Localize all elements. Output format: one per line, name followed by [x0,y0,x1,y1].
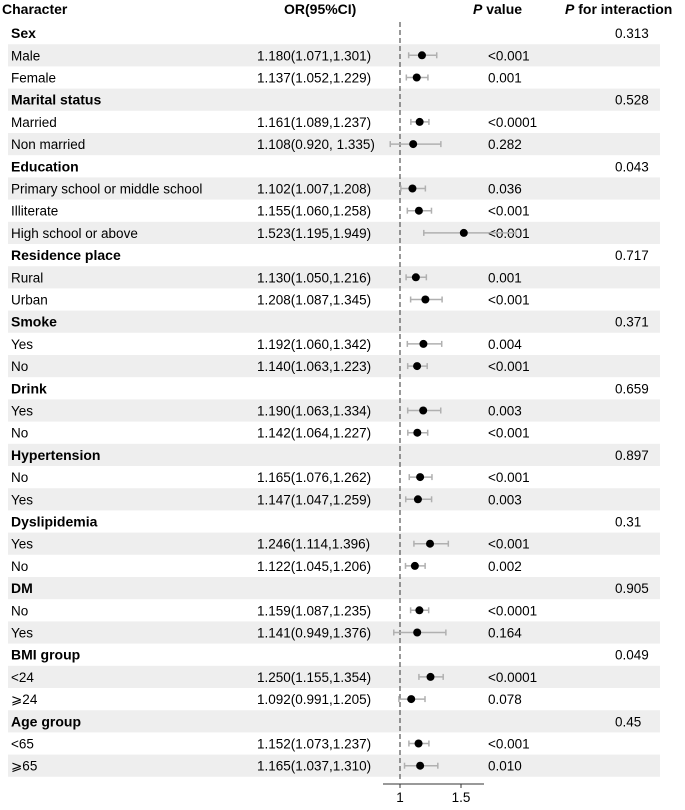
p-value: <0.0001 [488,114,538,130]
or-ci-text: 1.141(0.949,1.376) [257,625,372,641]
or-ci-text: 1.523(1.195,1.949) [257,225,372,241]
p-value: <0.001 [488,292,530,308]
group-row [11,247,649,263]
or-ci-text: 1.250(1.155,1.354) [257,669,372,685]
table-row [11,559,522,574]
group-label: BMI group [11,646,81,663]
subgroup-label: Yes [11,336,34,352]
p-interaction-value: 0.45 [615,714,642,730]
or-point [426,540,434,548]
subgroup-label: Urban [11,292,48,308]
subgroup-label: <24 [11,669,34,685]
or-ci-text: 1.147(1.047,1.259) [257,492,372,508]
row-stripe [8,444,660,466]
table-row [11,603,537,618]
subgroup-label: ⩾65 [11,758,38,774]
or-point [413,362,421,370]
p-value: <0.001 [488,225,530,241]
p-value: <0.001 [488,359,530,375]
or-ci-text: 1.130(1.050,1.216) [257,270,372,286]
header-character: Character [2,1,68,17]
subgroup-label: Yes [11,492,34,508]
p-interaction-value: 0.905 [615,581,649,597]
subgroup-label: Yes [11,625,34,641]
p-value: 0.002 [488,558,522,574]
group-label: Hypertension [11,446,101,463]
or-ci-text: 1.180(1.071,1.301) [257,48,372,64]
table-row [11,426,530,441]
or-point [419,340,427,348]
table-row [11,470,530,485]
or-ci-text: 1.122(1.045,1.206) [257,558,372,574]
p-value: <0.001 [488,425,530,441]
subgroup-label: No [11,558,29,574]
table-row [11,293,530,308]
subgroup-label: Non married [11,137,86,153]
p-value: <0.001 [488,736,530,752]
or-point [418,51,426,59]
p-value: 0.001 [488,270,522,286]
subgroup-label: Male [11,48,41,64]
subgroup-label: Primary school or middle school [11,181,203,197]
or-point [415,207,423,215]
or-ci-text: 1.165(1.037,1.310) [257,758,372,774]
group-label: Residence place [11,247,121,264]
subgroup-label: Rural [11,270,44,286]
or-point [409,140,417,148]
group-label: Drink [11,380,47,397]
subgroup-label: No [11,603,29,619]
p-value: <0.001 [488,470,530,486]
or-point [408,185,416,193]
or-point [411,562,419,570]
or-ci-text: 1.142(1.064,1.227) [257,425,372,441]
or-ci-text: 1.140(1.063,1.223) [257,359,372,375]
group-label: Dyslipidemia [11,513,98,530]
p-interaction-value: 0.313 [615,26,649,42]
p-value: <0.0001 [488,669,538,685]
or-ci-text: 1.192(1.060,1.342) [257,336,372,352]
or-point [416,118,424,126]
or-point [416,473,424,481]
p-interaction-value: 0.043 [615,159,649,175]
p-value: <0.001 [488,48,530,64]
or-point [414,495,422,503]
or-ci-text: 1.108(0.920, 1.335) [257,137,375,153]
subgroup-label: Yes [11,536,34,552]
row-stripe [8,89,660,111]
or-ci-text: 1.208(1.087,1.345) [257,292,372,308]
subgroup-label: No [11,425,29,441]
p-interaction-value: 0.371 [615,314,649,330]
or-ci-text: 1.165(1.076,1.262) [257,470,372,486]
or-point [460,229,468,237]
or-ci-text: 1.161(1.089,1.237) [257,114,372,130]
header-p-interaction [565,1,672,17]
or-point [421,296,429,304]
or-point [407,695,415,703]
table-row [11,115,537,130]
or-ci-text: 1.246(1.114,1.396) [257,536,371,552]
p-interaction-value: 0.659 [615,381,649,397]
x-tick-label: 1 [396,790,404,805]
p-value: 0.036 [488,181,522,197]
or-ci-text: 1.137(1.052,1.229) [257,70,372,86]
table-row [11,71,522,86]
or-ci-text: 1.155(1.060,1.258) [257,203,372,219]
subgroup-label: Female [11,70,57,86]
or-point [413,429,421,437]
table-row [11,337,522,352]
group-label: Marital status [11,91,102,108]
p-value: 0.004 [488,336,522,352]
row-stripe [8,710,660,732]
header-p-rest: value [482,1,523,17]
p-interaction-value: 0.717 [615,248,649,264]
p-interaction-value: 0.31 [615,514,642,530]
p-value: 0.164 [488,625,522,641]
p-value: <0.001 [488,536,530,552]
or-ci-text: 1.159(1.087,1.235) [257,603,372,619]
group-row [11,380,649,396]
group-label: Smoke [11,313,57,330]
group-label: Education [11,158,79,175]
subgroup-label: No [11,470,29,486]
group-row [11,158,649,174]
header-p-italic: P [473,1,483,17]
p-interaction-value: 0.897 [615,447,649,463]
header-pint-rest: for interaction [574,1,673,17]
or-ci-text: 1.102(1.007,1.208) [257,181,372,197]
p-value: 0.001 [488,70,522,86]
subgroup-label: <65 [11,736,34,752]
or-ci-text: 1.190(1.063,1.334) [257,403,372,419]
row-stripe [8,311,660,333]
subgroup-label: Married [11,114,57,130]
header-p-value [473,1,522,17]
or-ci-text: 1.092(0.991,1.205) [257,692,372,708]
or-point [415,740,423,748]
table-row [11,692,522,707]
x-axis [383,784,484,805]
p-value: 0.003 [488,492,522,508]
p-value: 0.003 [488,403,522,419]
or-point [419,407,427,415]
header-pint-italic: P [565,1,575,17]
header-or: OR(95%CI) [284,1,357,17]
subgroup-label: No [11,359,29,375]
or-point [427,673,435,681]
subgroup-label: Illiterate [11,203,59,219]
p-value: 0.282 [488,137,522,153]
group-row [11,514,641,530]
group-label: Sex [11,25,36,42]
p-value: 0.078 [488,692,522,708]
group-label: Age group [11,713,81,730]
table-row [11,737,530,752]
p-value: <0.0001 [488,603,538,619]
x-tick-label: 1.5 [451,790,471,805]
or-point [415,606,423,614]
or-ci-text: 1.152(1.073,1.237) [257,736,372,752]
subgroup-label: ⩾24 [11,692,38,708]
p-interaction-value: 0.049 [615,647,649,663]
or-point [413,74,421,82]
subgroup-label: High school or above [11,225,138,241]
table-header [2,1,672,17]
table-row [11,204,530,219]
row-stripe [8,577,660,599]
p-interaction-value: 0.528 [615,92,649,108]
group-row [11,25,649,41]
group-row [11,647,649,663]
p-value: 0.010 [488,758,522,774]
or-point [413,629,421,637]
subgroup-label: Yes [11,403,34,419]
or-point [412,273,420,281]
group-label: DM [11,580,33,597]
p-value: <0.001 [488,203,530,219]
or-point [416,762,424,770]
